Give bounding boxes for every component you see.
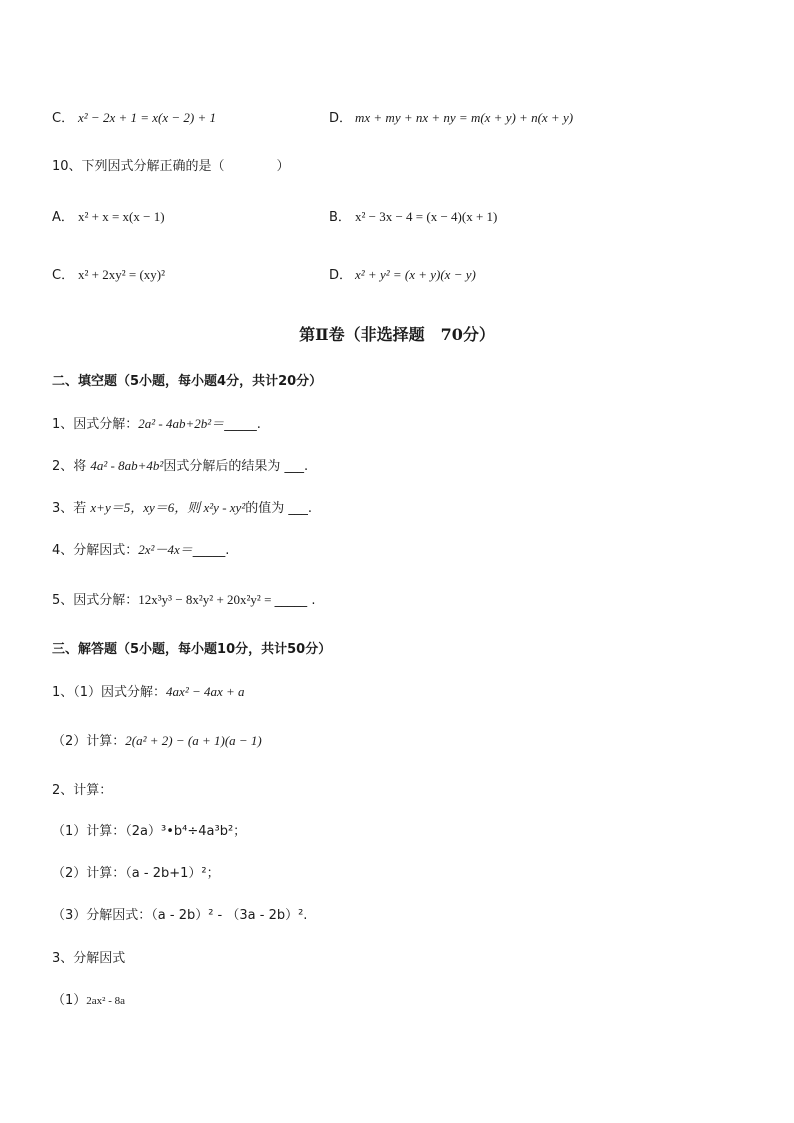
answer-question-3-1 [52,993,125,1009]
question-prefix: （2）计算： [52,734,126,749]
fill-section-heading: 二、填空题（5小题，每小题4分，共计20分） [52,374,323,389]
fill-question-5 [52,592,315,609]
math-expression: x² + 2xy² = (xy)² [78,267,166,282]
math-expression: x² + y² = (x + y)(x − y) [355,267,476,282]
fill-question-3 [52,500,312,517]
question-end: . [303,459,309,474]
answer-question-2-1: （1）计算：（2a）³•b⁴÷4a³b²； [52,824,247,839]
math-expression: x² − 3x − 4 = (x − 4)(x + 1) [355,209,498,224]
question-suffix: 的值为 [245,501,289,516]
math-expression: x+y＝5，xy＝6，则 x²y - xy² [90,500,246,515]
question-prefix: 1、因式分解： [52,417,139,432]
math-expression: x² + x = x(x − 1) [78,209,165,224]
answer-question-1-2 [52,733,262,750]
option-label: C． [52,111,75,126]
question-prefix: 4、分解因式： [52,543,139,558]
math-expression: 4a² - 8ab+4b² [90,458,164,473]
answer-question-2-stem: 2、计算： [52,783,113,798]
fill-question-2 [52,458,308,475]
answer-question-3-stem: 3、分解因式 [52,951,126,966]
answer-blank: _____ [224,417,257,432]
question-prefix: （1） [52,993,87,1008]
option-label: D． [329,111,353,126]
answer-blank: _____ [192,543,226,558]
part2-title: 第Ⅱ卷（非选择题 70分） [299,325,495,344]
question-end: . [256,417,261,432]
fill-question-1 [52,416,261,433]
question-prefix: 2、将 [52,459,91,474]
question-suffix: 因式分解后的结果为 [163,459,281,474]
math-expression: mx + my + nx + ny = m(x + y) + n(x + y) [355,110,574,125]
q10-option-d [329,267,476,284]
question-end: . [225,543,230,558]
math-expression: 2a² - 4ab+2b²＝ [138,416,225,431]
answer-section-heading: 三、解答题（5小题，每小题10分，共计50分） [52,642,332,657]
math-expression: 4ax² − 4ax + a [166,684,245,699]
q10-option-a [52,209,165,226]
q10-option-c [52,267,165,284]
q9-option-d [329,110,573,127]
math-expression: x² − 2x + 1 = x(x − 2) + 1 [78,110,216,125]
answer-question-2-2: （2）计算：（a - 2b+1）²； [52,866,220,881]
q9-option-c [52,110,216,127]
answer-blank: ___ [284,459,304,474]
option-label: B． [329,210,351,225]
q10-stem: 10、下列因式分解正确的是（ ） [52,159,290,174]
fill-question-4 [52,542,229,559]
question-end: . [307,501,312,516]
answer-question-1-1 [52,684,245,701]
question-prefix: 3、若 [52,501,91,516]
math-expression: 2(a² + 2) − (a + 1)(a − 1) [125,733,262,748]
answer-question-2-3: （3）分解因式：（a - 2b）² - （3a - 2b）². [52,908,308,923]
option-label: D． [329,268,353,283]
q10-option-b [329,209,497,226]
question-prefix: 5、因式分解： [52,593,139,608]
option-label: A． [52,210,74,225]
option-label: C． [52,268,75,283]
question-prefix: 1、（1）因式分解： [52,685,167,700]
answer-blank: _____ [274,593,308,608]
math-expression: 2ax² - 8a [86,995,126,1007]
question-end: . [311,593,316,608]
answer-blank: ___ [288,501,308,516]
math-expression: 12x³y³ − 8x²y² + 20x²y² = [138,592,275,607]
math-expression: 2x²－4x＝ [138,542,193,557]
